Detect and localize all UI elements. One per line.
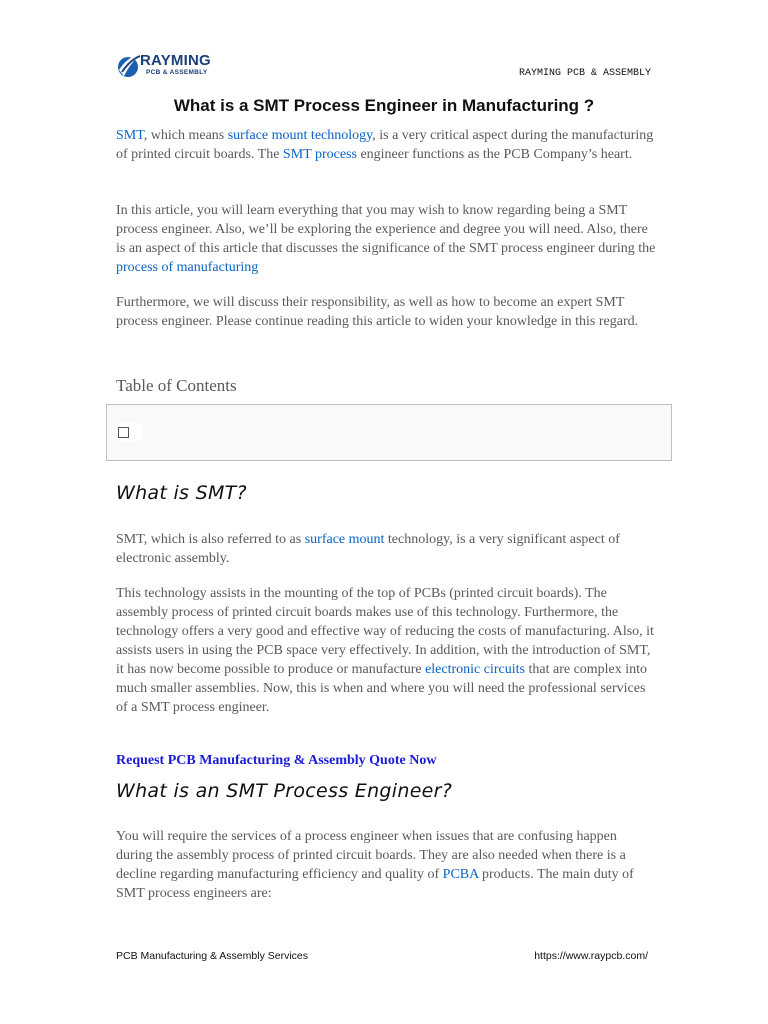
logo-brand-text: RAYMING	[140, 52, 211, 69]
text-span: that are complex into much smaller assemblies. Now, this is when and where you will need the professional services of a SMT process engineer.	[116, 662, 648, 715]
smt-link[interactable]: SMT	[116, 128, 144, 143]
text-span: In this article, you will learn everything that you may wish to know regarding being a SMT process engineer. Also, we’ll be exploring the experience and degree you will need. Also, there is an aspect of this article that discusses the significance of the SMT process engineer during the	[116, 203, 656, 256]
footer-services-text: PCB Manufacturing & Assembly Services	[116, 950, 308, 962]
rayming-logo[interactable]	[116, 50, 216, 82]
footer-website-link[interactable]: https://www.raypcb.com/	[534, 950, 648, 962]
text-span: This technology assists in the mounting of the top of PCBs (printed circuit boards). The assembly process of printed circuit boards makes use of this technology. Furthermore, the technology offers a very good and effective way of reducing the costs of manufacturing. Also, it assists users in using the PCB space very effectively. In addition, with the introduction of SMT, it has now become possible to produce or manufacture	[116, 586, 654, 677]
surface-mount-technology-link[interactable]: surface mount technology	[227, 128, 373, 143]
electronic-circuits-link[interactable]: electronic circuits	[425, 662, 525, 677]
header-company-name: RAYMING PCB & ASSEMBLY	[518, 68, 651, 79]
smt-process-link[interactable]: SMT process	[282, 147, 357, 162]
section-heading-smt-process-engineer: What is an SMT Process Engineer?	[116, 780, 453, 802]
logo-subtitle-text: PCB & ASSEMBLY	[146, 69, 208, 76]
toc-box	[106, 404, 672, 461]
intro-paragraph-1	[116, 126, 656, 164]
intro-paragraph-2	[116, 201, 656, 277]
toc-title: Table of Contents	[116, 376, 237, 395]
section-heading-what-is-smt: What is SMT?	[116, 482, 247, 504]
text-span: , is a very critical aspect during the manufacturing of printed circuit boards. The	[116, 128, 654, 162]
text-span: You will require the services of a process engineer when issues that are confusing happen during the assembly process of printed circuit boards. They are also needed when there is a decline regarding manufacturing efficiency and quality of	[116, 829, 626, 882]
text-span: technology, is a very significant aspect of electronic assembly.	[116, 532, 620, 566]
toc-toggle-checkbox[interactable]	[118, 427, 129, 438]
section1-paragraph-2	[116, 584, 656, 717]
section1-paragraph-1	[116, 530, 656, 568]
pcba-link[interactable]: PCBA	[442, 867, 479, 882]
text-span: products. The main duty of SMT process engineers are:	[116, 867, 634, 901]
request-quote-link[interactable]: Request PCB Manufacturing & Assembly Quote Now	[116, 753, 437, 768]
logo-swoosh-icon	[116, 50, 142, 82]
page-title: What is a SMT Process Engineer in Manufacturing ?	[173, 96, 595, 115]
text-span: engineer functions as the PCB Company’s heart.	[356, 147, 633, 162]
text-span: , which means	[143, 128, 228, 143]
surface-mount-link[interactable]: surface mount	[304, 532, 385, 547]
intro-paragraph-3: Furthermore, we will discuss their responsibility, as well as how to become an expert SMT process engineer. Please continue reading this article to widen your knowledge in this regard.	[116, 295, 639, 329]
section2-paragraph-1	[116, 827, 656, 903]
process-of-manufacturing-link[interactable]: process of manufacturing	[116, 260, 259, 275]
text-span: SMT, which is also referred to as	[116, 532, 305, 547]
